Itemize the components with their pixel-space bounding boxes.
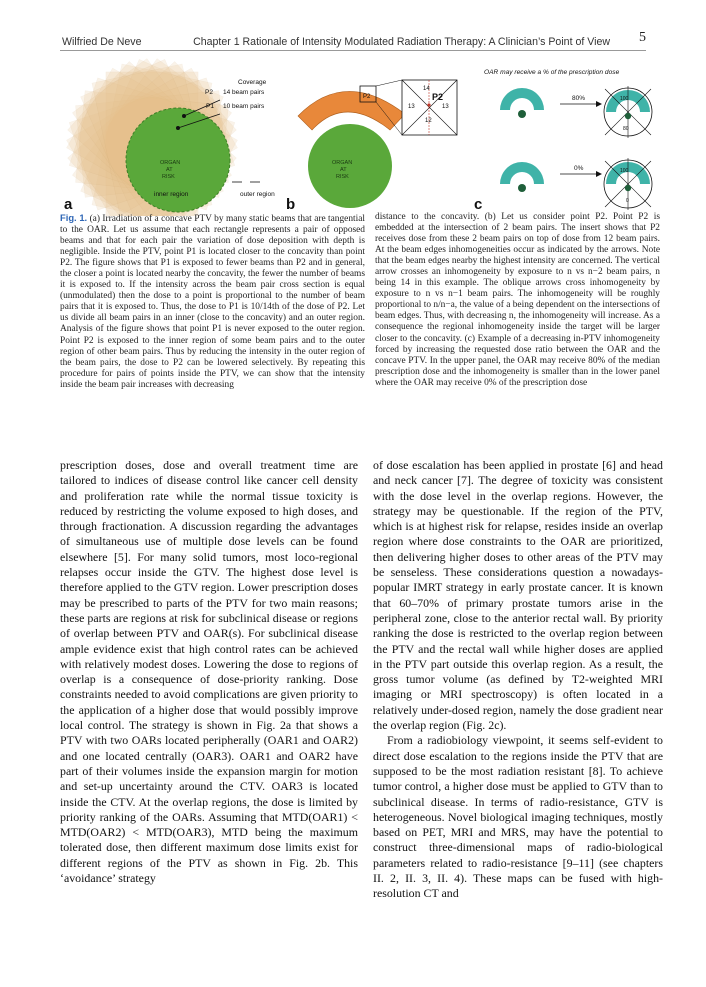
panel-a-organ-text-3: RISK [162, 174, 175, 180]
panel-a-p1-beams: 10 beam pairs [223, 103, 265, 110]
body-right-paragraph-1: of dose escalation has been applied in prostate [6] and head and neck cancer [7]. The degree of toxicity was consistent with the dose level in the overlap regions. However, the strategy may be questionable. If the region of the PTV, which is at highest risk for relapse, resides inside an overlap region where dose constraints to the OAR are prioritized, then delivering higher doses to other areas of the PTV may be senseless. These considerations question a nowadays-popular IMRT strategy in early prostate cancer. It is known that 60–70% of primary prostate tumors arise in the peripheral zone, close to the anterior rectal wall. By priority ranking the dose is restricted to the overlap region between the PTV and the rectal wall while higher doses are applied in the PTV part outside this overlap region. As a result, the gross tumor volume (as defined by T2-weighted MRI imaging or MRI spectroscopy) is often located in a relatively under-dosed region, namely the dose gradient near the overlap region (Fig. 2c). [373, 458, 663, 733]
panel-a-p2-label: P2 [205, 89, 213, 96]
body-left-paragraph-1: prescription doses, dose and overall treatment time are tailored to indices of disease control like cancer cell density and proliferation rate while the normal tissue toxicity is reduced by restricting the volume exposed to high doses, and through fractionation. A discussion regarding the advantages of simultaneous use of multiple dose levels can be found elsewhere [5]. For many solid tumors, most loco-regional relapses occur inside the GTV. The highest dose level is therefore applied to the GTV region. Lower prescription doses may be prescribed to parts of the PTV for two main reasons; these parts are regions at risk for subclinical disease or regions of overlap between PTV and OAR(s). For subclinical disease ample evidence exist that high control rates can be achieved with relatively modest doses. Lowering the dose to regions of overlap is a consequence of dose-priority ranking. Dose constraints needed to avoid complications are given priority to the application of a higher dose that would possibly improve local control. The strategy is shown in Fig. 2a that shows a PTV with two OARs located peripherally (OAR1 and OAR2) and one located centrally (OAR3). OAR1 and OAR2 have part of their volumes inside the expansion margin for motion and set-up uncertainty around the CTV. OAR3 is located inside the CTV. At the overlap regions, the dose is limited by priority ranking of the OARs. Assuming that MTD(OAR1) < MTD(OAR2) < MTD(OAR3), MTD being the maximum tolerated dose, then different maximum dose limits exist for different regions of the PTV as shown in Fig. 2b. This ‘avoidance’ strategy [60, 458, 358, 886]
panel-c-upper-ptv [500, 88, 544, 110]
panel-a-outer-region: outer region [240, 191, 275, 198]
header-rule [60, 50, 646, 51]
panel-a-p2-beams: 14 beam pairs [223, 89, 265, 96]
figure-caption-label: Fig. 1. [60, 212, 88, 223]
panel-b-inset-13b: 13 [442, 104, 449, 110]
figure-caption-right: distance to the concavity. (b) Let us consider point P2. Point P2 is embedded at the intersection of 2 beam pairs. The insert shows that P2 receives dose from these 2 beam pairs on top of dose from 12 beam pairs. At the beam edges inhomogeneities occur as indicated by the arrows. Note that the beam edges nearby the highest intensity are concerned. The vertical arrow crosses an inhomogeneity by exposure to n vs n−2 beam pairs, n being 14 in this example. The oblique arrows cross inhomogeneity by exposure to n vs n−1 beam pairs. The inhomogeneity will be roughly proportional to n/n−a, the value of a being dependent on the intersections of beam edges. Thus, with decreasing n, the inhomogeneity will increase. As a consequence the regional inhomogeneity inside the target will be larger closer to the concavity. (c) Example of a decreasing in-PTV inhomogeneity forced by increasing the requested dose ratio between the OAR and the concave PTV. In the upper panel, the OAR may receive 80% of the median prescription dose and the inhomogeneity is smaller than in the lower panel where the OAR may receive 0% of the prescription dose [375, 212, 660, 388]
panel-c-upper-pct: 80% [572, 95, 586, 102]
panel-a-organ-text-2: AT [166, 167, 173, 173]
body-column-left [60, 458, 358, 886]
figure-1-graphics [60, 56, 660, 216]
panel-c-lower-pct: 0% [574, 165, 584, 172]
panel-a-label: a [64, 196, 73, 213]
panel-c-upper [500, 86, 652, 138]
panel-b-inset-13a: 13 [408, 104, 415, 110]
figure-caption-left-text: (a) Irradiation of a concave PTV by many static beams that are tangential to the OAR. Let us assume that each rectangle represents a pair of opposed beams and that for each pair the variation of dose deposition with depth is negligible. Inside the PTV, point P1 is located closer to the concavity than point P2. The figure shows that P1 is exposed to fewer beams than P2 and in general, the closer a point is located nearby the concavity, the fewer the number of beams it is exposed to. If the intensity across the beam pair cross section is equal (unmodulated) then the dose to a point is proportional to the number of beam pairs that it is exposed to. Thus, the dose to P1 is 10/14th of the dose of P2. Let us divide all beam pairs in an inner (close to the concavity) and an outer region. Analysis of the figure shows that point P1 is never exposed to the outer region. Point P2 is exposed to the inner region of some beam pairs and to the outer region of other beam pairs. Thus by reducing the intensity in the outer region of the beam pairs, the dose to P2 can be lowered selectively. By repeating this procedure for pairs of points inside the PTV, we can show that the intensity inside the beam pair increases with decreasing [60, 214, 366, 390]
page-number: 5 [639, 30, 646, 45]
running-header [60, 26, 646, 48]
panel-a-inner-region: inner region [154, 191, 189, 198]
panel-b-organ-text-2: AT [340, 167, 347, 173]
panel-c-title: OAR may receive a % of the prescription dose [484, 69, 620, 76]
panel-b-organ-circle [308, 124, 392, 208]
panel-c-upper-80: 80 [623, 126, 629, 132]
panel-c-label: c [474, 196, 483, 213]
figure-caption-left [60, 212, 365, 391]
panel-b-inset-14: 14 [423, 86, 430, 92]
panel-c-lower-0: 0 [626, 198, 629, 204]
header-author: Wilfried De Neve [62, 36, 142, 48]
panel-a-organ-text-1: ORGAN [160, 160, 181, 166]
panel-c-upper-100: 100 [620, 96, 629, 102]
panel-a-p1-label: P1 [206, 103, 214, 110]
header-chapter-title: Chapter 1 Rationale of Intensity Modulated Radiation Therapy: A Clinician’s Point of View [193, 36, 610, 48]
panel-b-label: b [286, 196, 296, 213]
panel-c-lower-100: 100 [620, 168, 629, 174]
panel-b-organ-text-3: RISK [336, 174, 349, 180]
panel-c-lower-ptv [500, 162, 544, 184]
panel-b-inset-12: 12 [425, 118, 432, 124]
panel-a-coverage-label: Coverage [238, 79, 267, 86]
body-column-right [373, 458, 663, 902]
panel-b-inset-p2: P2 [432, 92, 444, 102]
body-right-paragraph-2: From a radiobiology viewpoint, it seems self-evident to direct dose escalation to the regions inside the PTV that are supposed to be the most radiation resistant [8]. To achieve tumor control, a higher dose must be applied to GTV than to subclinical disease. In terms of radio-resistance, GTV is heterogeneous. Novel biological imaging techniques, mostly based on PET, MRI and MRS, may have the potential to construct three-dimensional maps of radio-biological parameters related to radio-resistance [9–11] (see chapters II. 2, II. 3, II. 4). These maps can be fused with high-resolution CT and [373, 733, 663, 901]
panel-b-p2-label: P2 [363, 94, 371, 100]
panel-b-organ-text-1: ORGAN [332, 160, 353, 166]
